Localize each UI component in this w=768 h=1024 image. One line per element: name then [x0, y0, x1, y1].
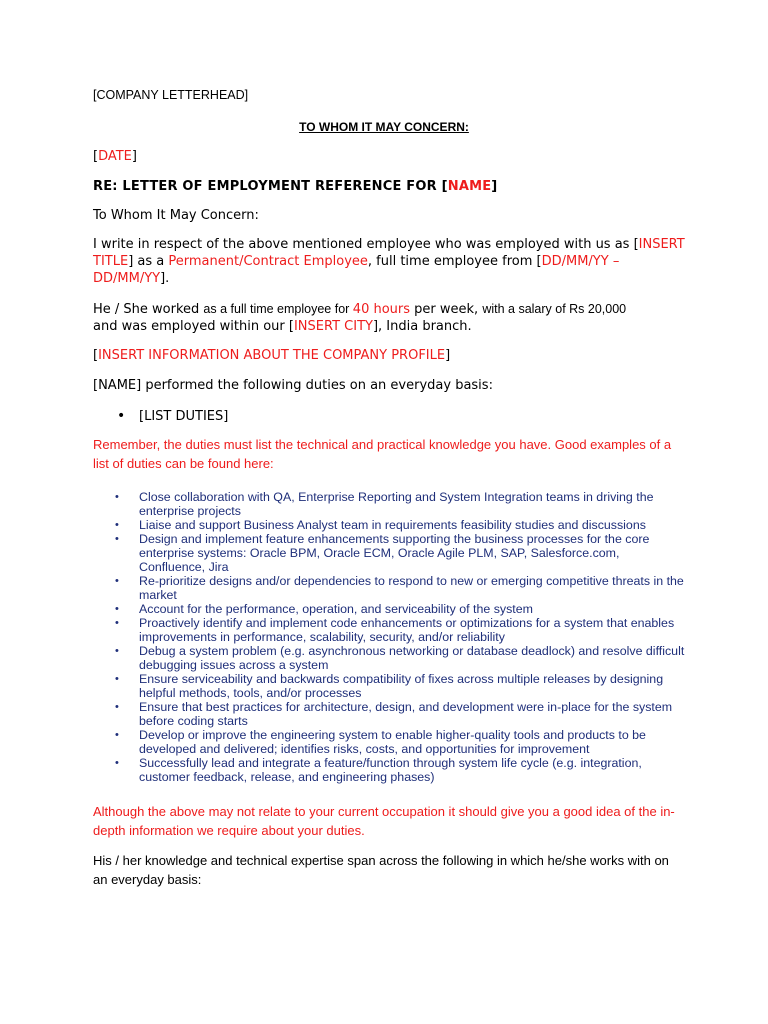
date-placeholder: DATE [98, 149, 132, 164]
bullet-icon: • [115, 533, 119, 545]
list-item: • Close collaboration with QA, Enterprise Reporting and System Integration teams in driving the enterprise projects [115, 490, 654, 518]
list-item: • Ensure that best practices for architecture, design, and development were in-place for the system before coding starts [115, 700, 673, 728]
bullet-icon: • [117, 408, 126, 424]
expertise-intro: His / her knowledge and technical expertise span across the following in which he/she works with on an everyday basis: [93, 853, 669, 887]
list-item: • Account for the performance, operation, and serviceability of the system [115, 602, 533, 616]
bullet-icon: • [115, 729, 119, 741]
bullet-icon: • [115, 701, 119, 713]
bullet-icon: • [115, 645, 119, 657]
bullet-icon: • [115, 757, 119, 769]
bullet-icon: • [115, 617, 119, 629]
list-item: • Debug a system problem (e.g. asynchronous networking or database deadlock) and resolve difficult debugging issues across a system [115, 644, 685, 672]
remember-note: Remember, the duties must list the technical and practical knowledge you have. Good examples of a list of duties can be found here: [93, 437, 672, 471]
bullet-icon: • [115, 673, 119, 685]
employment-paragraph: I write in respect of the above mentioned employee who was employed with us as [INSERT TITLE] as a Permanent/Contract Employee, full time employee from [DD/MM/YY – DD/MM/YY]. [93, 237, 685, 286]
company-profile-placeholder: INSERT INFORMATION ABOUT THE COMPANY PROFILE [98, 348, 446, 363]
hours-paragraph: He / She worked as a full time employee for 40 hours per week, with a salary of Rs 20,000 and was employed within our [INSERT CITY], India branch. [93, 302, 627, 334]
list-item: • Successfully lead and integrate a feature/function through system life cycle (e.g. integration, customer feedback, release, and engineering phases) [115, 756, 642, 784]
dates-placeholder: DD/MM/YY – DD/MM/YY [93, 254, 620, 286]
bullet-icon: • [115, 575, 119, 587]
employee-type-placeholder: Permanent/Contract Employee [168, 254, 368, 269]
title-placeholder: INSERT TITLE [93, 237, 685, 269]
city-placeholder: INSERT CITY [293, 319, 373, 334]
bullet-icon: • [115, 491, 119, 503]
name-placeholder: NAME [447, 179, 492, 194]
duties-intro: [NAME] performed the following duties on an everyday basis: [93, 378, 493, 393]
company-profile-line: [INSERT INFORMATION ABOUT THE COMPANY PROFILE] [93, 348, 451, 363]
salary-text: with a salary of Rs 20,000 [482, 302, 627, 316]
list-item: • [LIST DUTIES] [117, 408, 229, 424]
list-item: • Liaise and support Business Analyst team in requirements feasibility studies and discussions [115, 518, 646, 532]
to-whom-heading: TO WHOM IT MAY CONCERN: [299, 120, 469, 134]
bullet-icon: • [115, 603, 119, 615]
date-line: [DATE] [93, 149, 137, 164]
bullet-icon: • [115, 519, 119, 531]
hours-placeholder: 40 hours [352, 302, 411, 317]
list-item: • Design and implement feature enhancements supporting the business processes for the core enterprise systems: Oracle BPM, Oracle ECM, Oracle Agile PLM, SAP, Salesforce.com, Confluence, Jira [115, 532, 650, 574]
list-item: • Proactively identify and implement code enhancements or optimizations for a system that enables improvements in performance, scalability, security, and/or reliability [115, 616, 675, 644]
list-item: • Ensure serviceability and backwards compatibility of fixes across multiple releases by designing helpful methods, tools, and/or processes [115, 672, 664, 700]
example-duties-list [115, 490, 685, 784]
although-note: Although the above may not relate to your current occupation it should give you a good idea of the in-depth information we require about your duties. [93, 804, 675, 838]
list-item: • Develop or improve the engineering system to enable higher-quality tools and products to be developed and delivered; identifies risks, costs, and opportunities for improvement [115, 728, 646, 756]
salutation: To Whom It May Concern: [93, 208, 259, 223]
company-letterhead: [COMPANY LETTERHEAD] [93, 88, 249, 102]
duties-list [93, 408, 228, 425]
re-line: RE: LETTER OF EMPLOYMENT REFERENCE FOR [NAME] [93, 179, 498, 194]
list-item: • Re-prioritize designs and/or dependencies to respond to new or emerging competitive threats in the market [115, 574, 684, 602]
